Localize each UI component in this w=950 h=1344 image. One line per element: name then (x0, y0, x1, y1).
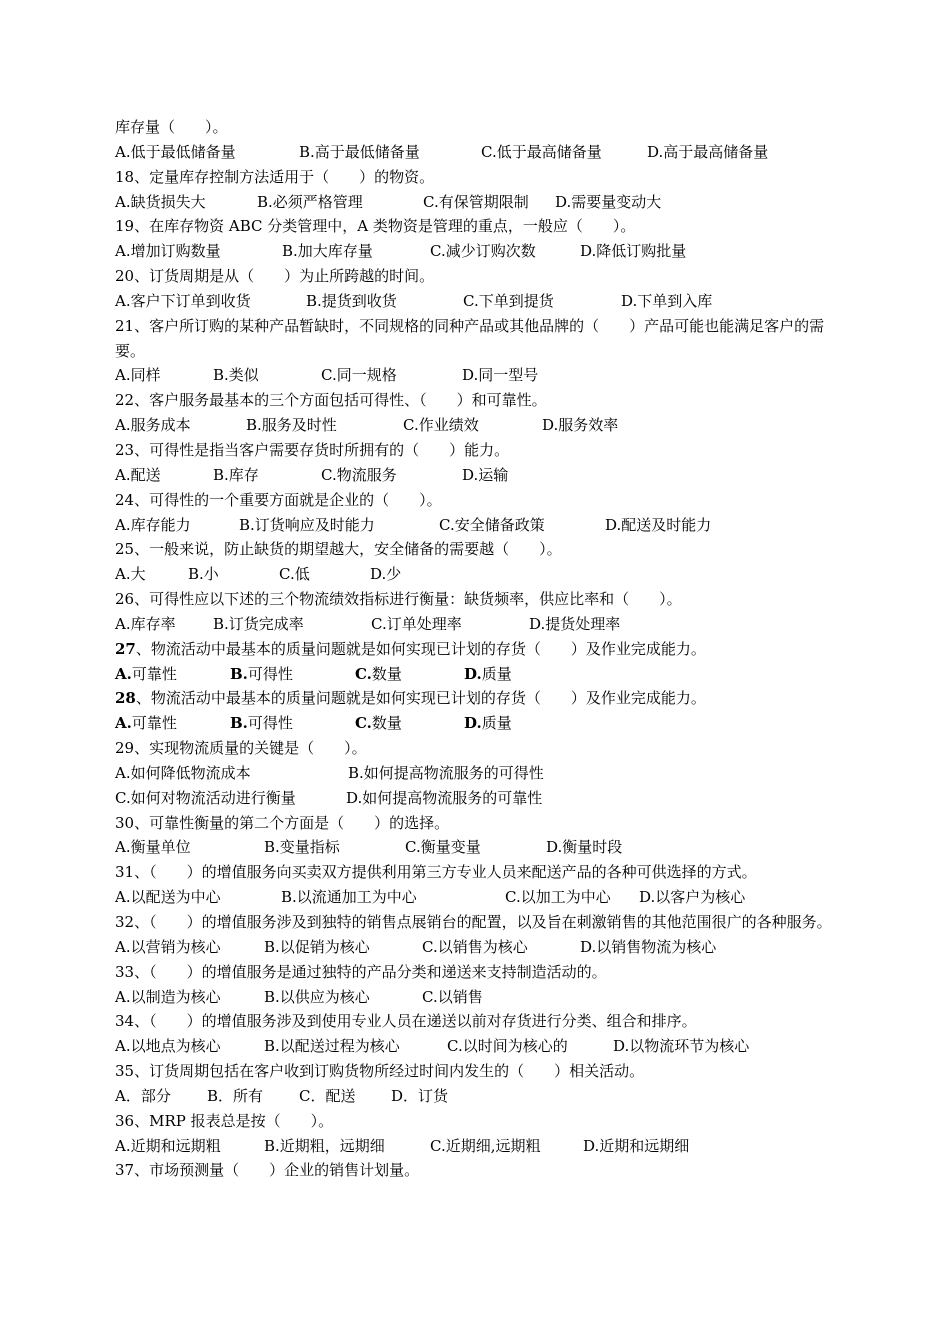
answer-option: B.如何提高物流服务的可得性 (348, 763, 544, 782)
answer-option: C.以销售 (422, 987, 483, 1006)
answer-option (464, 662, 512, 687)
answer-options (115, 513, 845, 538)
answer-option: D.下单到入库 (621, 291, 713, 310)
answer-option: C.近期细,远期粗 (430, 1136, 541, 1155)
answer-option: C.同一规格 (321, 366, 397, 385)
answer-options (115, 786, 845, 811)
question-text: 36、MRP 报表总是按（ ）。 (115, 1111, 334, 1130)
question-list (115, 115, 845, 1183)
answer-option: D.降低订购批量 (580, 242, 687, 261)
answer-option: A.以营销为核心 (115, 937, 221, 956)
answer-option: C.低于最高储备量 (481, 142, 602, 161)
answer-option: D.少 (370, 565, 402, 584)
answer-option: D．订货 (391, 1086, 449, 1105)
answer-options (115, 1034, 845, 1059)
answer-option: A.缺货损失大 (115, 192, 206, 211)
answer-option: A.近期和远期粗 (115, 1136, 221, 1155)
option-letter: D. (464, 714, 482, 733)
question-body: 、物流活动中最基本的质量问题就是如何实现已计划的存货（ ）及作业完成能力。 (135, 689, 706, 708)
answer-option: B.订货完成率 (213, 614, 304, 633)
answer-option: A.客户下订单到收货 (115, 291, 251, 310)
answer-option: B.加大库存量 (282, 242, 373, 261)
answer-options (115, 289, 845, 314)
answer-option: C.以销售为核心 (422, 937, 528, 956)
question-number: 27 (115, 639, 136, 658)
answer-option: D.近期和远期细 (583, 1136, 690, 1155)
answer-options (115, 711, 845, 736)
question-number: 28 (115, 689, 136, 708)
option-letter: B. (230, 714, 248, 733)
answer-option: C.物流服务 (321, 465, 397, 484)
answer-option (115, 711, 230, 736)
question-text: 23、可得性是指当客户需要存货时所拥有的（ ）能力。 (115, 440, 510, 459)
answer-options (115, 363, 845, 388)
answer-option: C.安全储备政策 (439, 515, 545, 534)
option-letter: C. (355, 714, 372, 733)
answer-option: C．配送 (299, 1086, 356, 1105)
answer-option: C.以时间为核心的 (447, 1037, 568, 1056)
answer-options (115, 1134, 845, 1159)
option-text: 可靠性 (131, 714, 177, 733)
option-letter: D. (464, 664, 482, 683)
answer-option: B.提货到收货 (306, 291, 397, 310)
question-text (115, 637, 845, 662)
question-text: 29、实现物流质量的关键是（ ）。 (115, 739, 367, 758)
answer-option: B.订货响应及时能力 (239, 515, 375, 534)
answer-option: D.配送及时能力 (605, 515, 712, 534)
answer-option: A.库存能力 (115, 515, 191, 534)
answer-options (115, 935, 845, 960)
answer-option: A.如何降低物流成本 (115, 763, 251, 782)
answer-option: C.低 (279, 565, 310, 584)
answer-option: B.类似 (213, 366, 259, 385)
answer-option: B．所有 (207, 1086, 264, 1105)
answer-option: A.服务成本 (115, 416, 191, 435)
answer-options (115, 985, 845, 1010)
answer-option: A.衡量单位 (115, 838, 191, 857)
answer-option: D.以物流环节为核心 (613, 1037, 750, 1056)
answer-option: A.库存率 (115, 614, 176, 633)
answer-option: A.同样 (115, 366, 161, 385)
option-text: 质量 (481, 714, 512, 733)
answer-option: C.衡量变量 (405, 838, 481, 857)
answer-option: D.以客户为核心 (639, 888, 746, 907)
answer-option: D.运输 (462, 465, 509, 484)
answer-options (115, 239, 845, 264)
answer-options (115, 885, 845, 910)
option-letter: B. (230, 664, 248, 683)
answer-option: A.配送 (115, 465, 161, 484)
answer-option (355, 711, 464, 736)
answer-option (230, 711, 355, 736)
option-text: 可得性 (247, 664, 293, 683)
option-text: 质量 (481, 664, 512, 683)
option-letter: C. (355, 664, 372, 683)
answer-option: D.提货处理率 (529, 614, 621, 633)
answer-option: B.服务及时性 (246, 416, 337, 435)
question-text: 20、订货周期是从（ ）为止所跨越的时间。 (115, 267, 435, 286)
question-text: 26、可得性应以下述的三个物流绩效指标进行衡量：缺货频率，供应比率和（ ）。 (115, 590, 682, 609)
answer-option: D.以销售物流为核心 (580, 937, 717, 956)
answer-option: C.有保管期限制 (423, 192, 529, 211)
answer-options (115, 140, 845, 165)
answer-option: B.以流通加工为中心 (281, 888, 417, 907)
answer-option: C.以加工为中心 (505, 888, 611, 907)
option-text: 可得性 (247, 714, 293, 733)
answer-option: B.以配送过程为核心 (264, 1037, 400, 1056)
answer-option: B.近期粗，远期细 (264, 1136, 385, 1155)
question-text: 30、可靠性衡量的第二个方面是（ ）的选择。 (115, 813, 450, 832)
answer-options (115, 190, 845, 215)
answer-options (115, 463, 845, 488)
question-text: 35、订货周期包括在客户收到订购货物所经过时间内发生的（ ）相关活动。 (115, 1062, 645, 1081)
question-text: 25、一般来说，防止缺货的期望越大，安全储备的需要越（ ）。 (115, 540, 562, 559)
answer-option: D.衡量时段 (546, 838, 623, 857)
answer-options (115, 1084, 845, 1109)
option-text: 数量 (371, 664, 402, 683)
answer-option: C.减少订购次数 (430, 242, 536, 261)
answer-options (115, 612, 845, 637)
option-letter: A. (115, 714, 132, 733)
answer-option: C.如何对物流活动进行衡量 (115, 788, 296, 807)
question-text: 24、可得性的一个重要方面就是企业的（ ）。 (115, 490, 442, 509)
answer-options (115, 835, 845, 860)
answer-option (355, 662, 464, 687)
question-text: 34、（ ）的增值服务涉及到使用专业人员在递送以前对存货进行分类、组合和排序。 (115, 1012, 697, 1031)
answer-option: D.服务效率 (542, 416, 619, 435)
answer-option (115, 662, 230, 687)
answer-option: D.需要量变动大 (555, 192, 662, 211)
answer-options (115, 662, 845, 687)
answer-option: B.库存 (213, 465, 259, 484)
option-letter: A. (115, 664, 132, 683)
question-text (115, 686, 845, 711)
answer-option (230, 662, 355, 687)
answer-option: D.高于最高储备量 (647, 142, 769, 161)
answer-option: B.变量指标 (264, 838, 340, 857)
answer-option: C.订单处理率 (371, 614, 462, 633)
answer-option: D.如何提高物流服务的可靠性 (346, 788, 543, 807)
question-text: 37、市场预测量（ ）企业的销售计划量。 (115, 1161, 420, 1180)
answer-option: B.必须严格管理 (257, 192, 363, 211)
answer-option: D.同一型号 (462, 366, 539, 385)
question-text: 31、（ ）的增值服务向买卖双方提供利用第三方专业人员来配送产品的各种可供选择的方式。 (115, 863, 757, 882)
question-text: 18、定量库存控制方法适用于（ ）的物资。 (115, 167, 435, 186)
answer-option: C.下单到提货 (463, 291, 554, 310)
answer-option: B.以促销为核心 (264, 937, 370, 956)
question-body: 、物流活动中最基本的质量问题就是如何实现已计划的存货（ ）及作业完成能力。 (135, 639, 706, 658)
answer-option: A．部分 (115, 1086, 171, 1105)
question-text: 19、在库存物资 ABC 分类管理中，A 类物资是管理的重点，一般应（ ）。 (115, 217, 636, 236)
question-text: 22、客户服务最基本的三个方面包括可得性、（ ）和可靠性。 (115, 391, 547, 410)
answer-option: B.高于最低储备量 (299, 142, 420, 161)
answer-options (115, 562, 845, 587)
answer-option: B.以供应为核心 (264, 987, 370, 1006)
answer-option (464, 711, 512, 736)
answer-option: C.作业绩效 (403, 416, 479, 435)
question-text: 33、（ ）的增值服务是通过独特的产品分类和递送来支持制造活动的。 (115, 962, 607, 981)
answer-options (115, 761, 845, 786)
question-text: 32、（ ）的增值服务涉及到独特的销售点展销台的配置，以及旨在刺激销售的其他范围很广的各种服务。 (115, 913, 832, 931)
question-text: 21、客户所订购的某种产品暂缺时，不同规格的同种产品或其他品牌的（ ）产品可能也能满足客户的需要。 (115, 316, 825, 360)
answer-option: A.以配送为中心 (115, 888, 221, 907)
option-text: 可靠性 (131, 664, 177, 683)
answer-option: A.增加订购数量 (115, 242, 221, 261)
answer-option: A.大 (115, 565, 146, 584)
answer-options (115, 413, 845, 438)
question-text: 库存量（ ）。 (115, 118, 228, 136)
answer-option: B.小 (188, 565, 219, 584)
answer-option: A.以制造为核心 (115, 987, 221, 1006)
answer-option: A.低于最低储备量 (115, 142, 236, 161)
answer-option: A.以地点为核心 (115, 1037, 221, 1056)
option-text: 数量 (371, 714, 402, 733)
